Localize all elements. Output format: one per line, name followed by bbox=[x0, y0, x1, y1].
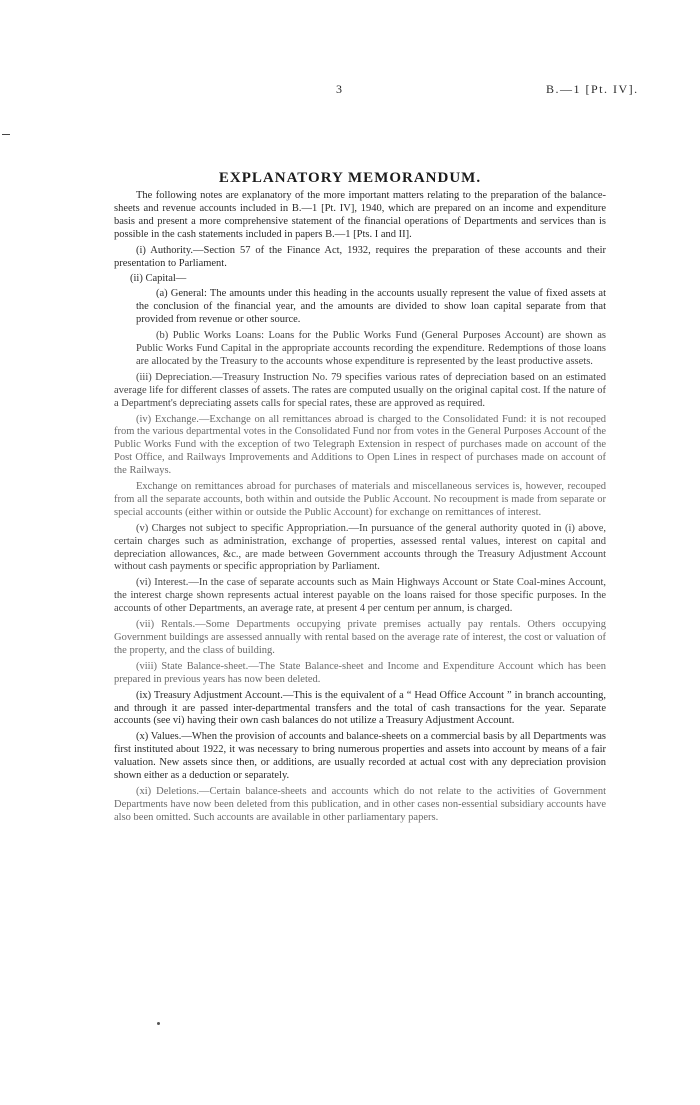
page-title: EXPLANATORY MEMORANDUM. bbox=[218, 170, 482, 186]
exchange-continued-paragraph: Exchange on remittances abroad for purchases of materials and miscellaneous services is, however, recouped from all the separate accounts, both within and outside the Public Account. No recoupment is made from separate or special accounts (either within or outside the Public Account) for exchange on remittances of interest. bbox=[114, 481, 606, 518]
authority-paragraph: (i) Authority.—Section 57 of the Finance Act, 1932, requires the preparation of these accounts and their presentation to Parliament. bbox=[114, 244, 606, 269]
memorandum-body bbox=[114, 190, 606, 828]
state-balance-sheet-paragraph: (viii) State Balance-sheet.—The State Balance-sheet and Income and Expenditure Account which has been prepared in previous years has now been deleted. bbox=[114, 660, 606, 685]
footer-mark bbox=[157, 1022, 160, 1025]
deletions-paragraph: (xi) Deletions.—Certain balance-sheets and accounts which do not relate to the activities of Government Departments have now been deleted from this publication, and in other cases non-essential subsidiary accounts have also been omitted. Such accounts are available in other parliamentary papers. bbox=[114, 785, 606, 823]
interest-paragraph: (vi) Interest.—In the case of separate accounts such as Main Highways Account or State Coal-mines Account, the interest charge shown represents actual interest payable on the loans raised for those specific purposes. In the accounts of other Departments, an average rate, at present 4 per centum per annum, is charged. bbox=[114, 577, 606, 615]
intro-paragraph: The following notes are explanatory of the more important matters relating to the preparation of the balance-sheets and revenue accounts included in B.—1 [Pt. IV], 1940, which are prepared on an income and expenditure basis and present a more comprehensive statement of the financial operations of Departments and services than is possible in the cash statements included in papers B.—1 [Pts. I and II]. bbox=[114, 190, 606, 240]
capital-loans-paragraph: (b) Public Works Loans: Loans for the Public Works Fund (General Purposes Account) are shown as Public Works Fund Capital in the appropriate accounts recording the expenditure. Redemptions of those loans are allocated by the Treasury to the accounts whose expenditure is represented by the least productive assets. bbox=[136, 330, 606, 367]
values-paragraph: (x) Values.—When the provision of accounts and balance-sheets on a commercial basis by all Departments was first instituted about 1922, it was necessary to bring numerous properties and assets into account by means of a fair valuation. New assets since then, or additions, are usually recorded at actual cost with any depreciation provision shown either as a deduction or separately. bbox=[114, 731, 606, 782]
exchange-paragraph: (iv) Exchange.—Exchange on all remittances abroad is charged to the Consolidated Fund: it is not recouped from the various departmental votes in the Consolidated Fund nor from votes in the General Purposes Account of the Public Works Fund with the exception of two Telegraph Extension in respect of purchases made on account of the Post Office, and Railways Improvements and Additions to Open Lines in respect of purchases made on account of the Railways. bbox=[114, 413, 606, 477]
treasury-adjustment-paragraph: (ix) Treasury Adjustment Account.—This is the equivalent of a “ Head Office Account ” in branch accounting, and through it are passed inter-departmental transfers and the total of cash transactions for the year. Separate accounts (see vi) having their own cash balances do not utilize a Treasury Adjustment Account. bbox=[114, 689, 606, 727]
rentals-paragraph: (vii) Rentals.—Some Departments occupying private premises actually pay rentals. Others occupying Government buildings are assessed annually with rental based on the average rate of interest, the cost or valuation of the property, and the class of building. bbox=[114, 619, 606, 656]
document-reference: B.—1 [Pt. IV]. bbox=[546, 82, 639, 96]
margin-mark bbox=[2, 134, 10, 135]
capital-heading: (ii) Capital— bbox=[130, 273, 187, 285]
page-number: 3 bbox=[336, 82, 342, 96]
charges-paragraph: (v) Charges not subject to specific Appropriation.—In pursuance of the general authority quoted in (i) above, certain charges such as administration, exchange of properties, assessed rental values, interest on capital and depreciation allowances, &c., are made between Government accounts through the Treasury Adjustment Account without cash payments or specific appropriation by Parliament. bbox=[114, 522, 606, 573]
capital-general-paragraph: (a) General: The amounts under this heading in the accounts usually represent the value of fixed assets at the conclusion of the financial year, and the amounts are divided to show loan capital separate from that provided from revenue or other source. bbox=[136, 288, 606, 326]
depreciation-paragraph: (iii) Depreciation.—Treasury Instruction No. 79 specifies various rates of depreciation based on an estimated average life for different classes of assets. The rates are computed usually on the original capital cost. If the nature of a Department's depreciating assets calls for special rates, these are approved as required. bbox=[114, 371, 606, 409]
